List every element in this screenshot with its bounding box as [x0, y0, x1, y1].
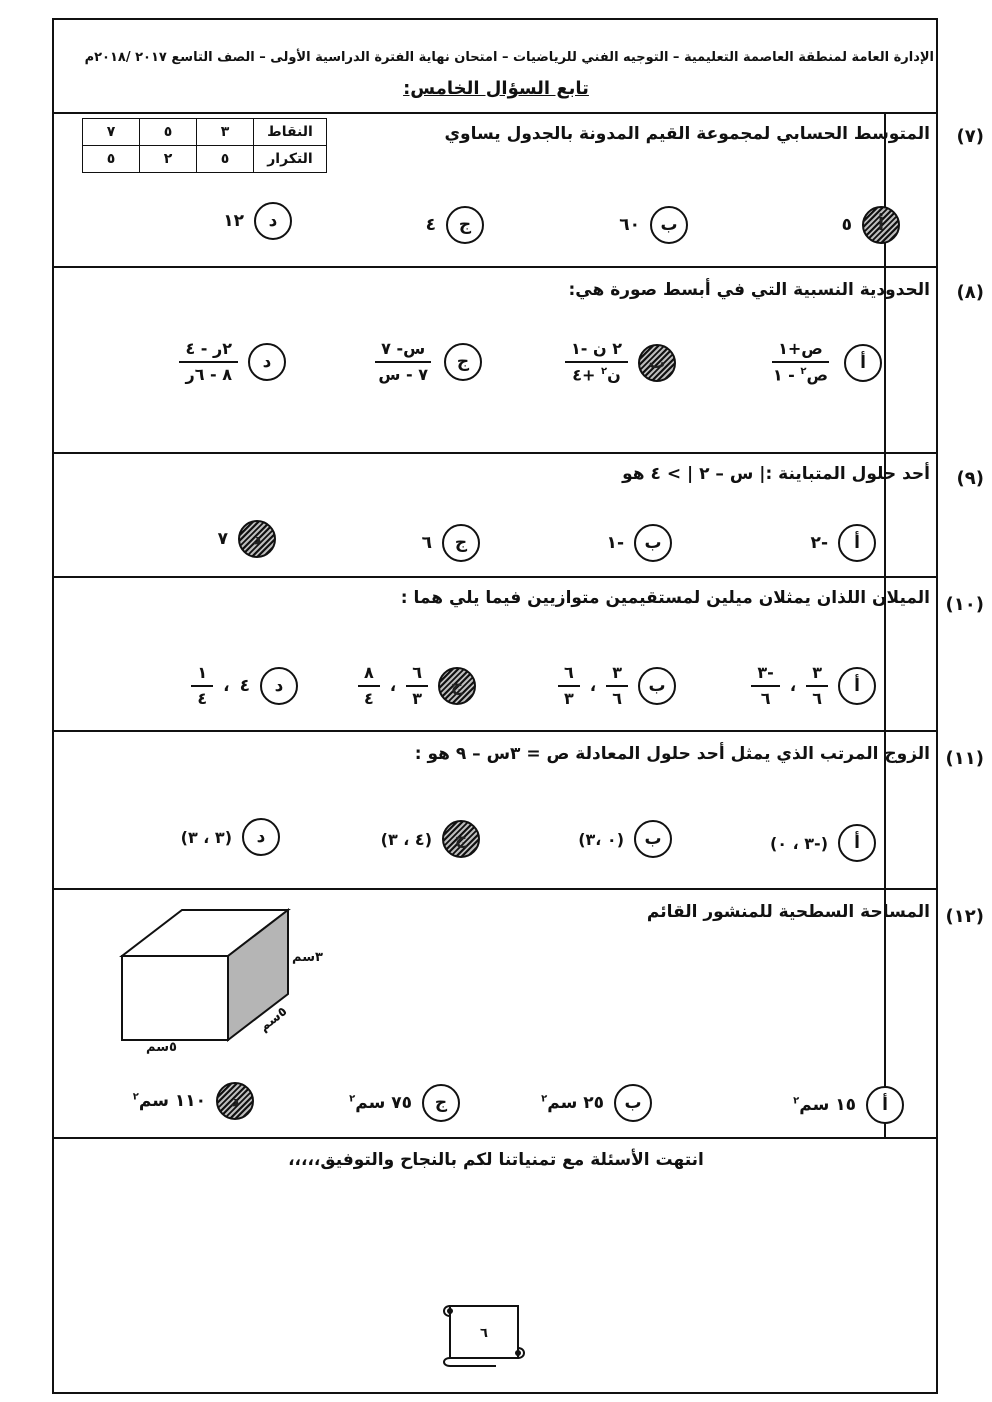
- option-bubble[interactable]: ب: [650, 206, 688, 244]
- option-d[interactable]: [223, 202, 292, 240]
- question-text: المتوسط الحسابي لمجموعة القيم المدونة بالجدول يساوي: [444, 124, 930, 144]
- exponent: ٢: [349, 1093, 356, 1105]
- option-c[interactable]: [426, 206, 484, 244]
- exponent: ٢: [601, 366, 608, 378]
- fraction: [406, 664, 428, 709]
- option-b[interactable]: [607, 524, 672, 562]
- option-bubble[interactable]: ب: [638, 344, 676, 382]
- denominator: ٦: [612, 689, 622, 709]
- denominator: ٣: [564, 689, 574, 709]
- option-value: ٧: [217, 529, 228, 549]
- option-value: [349, 1093, 412, 1113]
- width-label: ٥سم: [146, 1040, 177, 1055]
- denominator: [566, 363, 627, 385]
- table-cell: ٣: [197, 119, 254, 146]
- question-text: المساحة السطحية للمنشور القائم: [646, 902, 930, 922]
- table-label: النقاط: [254, 119, 327, 146]
- option-b[interactable]: [558, 664, 676, 709]
- denominator: ٧ - س: [378, 365, 428, 385]
- option-value: -١: [606, 533, 624, 553]
- question-text: الميلان اللذان يمثلان ميلين لمستقيمين متوازيين فيما يلي هما :: [400, 588, 930, 608]
- denominator-base: ص: [806, 365, 828, 385]
- option-bubble[interactable]: د: [248, 343, 286, 381]
- option-d[interactable]: [181, 818, 280, 856]
- numerator: ١: [191, 664, 213, 687]
- denominator: [767, 363, 834, 385]
- ordered-pair: (-٣ ، ٠): [769, 833, 828, 853]
- exponent: ٢: [800, 366, 807, 378]
- option-a[interactable]: [770, 824, 876, 862]
- option-c[interactable]: [372, 340, 482, 385]
- option-b[interactable]: [578, 820, 672, 858]
- table-label: التكرار: [254, 146, 327, 173]
- fraction: [558, 664, 580, 709]
- numerator: ٣: [806, 664, 828, 687]
- option-a[interactable]: [767, 340, 882, 385]
- option-b[interactable]: [541, 1084, 652, 1122]
- option-d[interactable]: [191, 664, 298, 709]
- ordered-pair: (٠ ،٣): [578, 829, 624, 849]
- page-number: ٦: [480, 1326, 488, 1341]
- denominator: ٨ - ٦ر: [185, 365, 232, 385]
- question-number: (٨): [956, 282, 984, 303]
- ordered-pair: (٣ ، ٣): [180, 827, 232, 847]
- question-number: (١١): [945, 748, 984, 769]
- option-a[interactable]: [793, 1086, 904, 1124]
- option-value: ٥: [841, 215, 852, 235]
- prism-front-face: [122, 956, 228, 1040]
- fraction: [372, 340, 434, 385]
- option-d[interactable]: [133, 1082, 254, 1120]
- exponent: ٢: [132, 1091, 139, 1103]
- option-value: -٢: [810, 533, 828, 553]
- option-bubble[interactable]: أ: [838, 824, 876, 862]
- option-bubble[interactable]: د: [238, 520, 276, 558]
- option-bubble[interactable]: ج: [446, 206, 484, 244]
- exponent: ٢: [541, 1093, 548, 1105]
- option-value: ٦: [421, 533, 432, 553]
- option-d[interactable]: [218, 520, 276, 558]
- exponent: ٢: [793, 1095, 800, 1107]
- option-bubble[interactable]: ج: [422, 1084, 460, 1122]
- option-value: [793, 1095, 856, 1115]
- fraction: [358, 664, 380, 709]
- option-bubble[interactable]: د: [242, 818, 280, 856]
- closing-message: انتهت الأسئلة مع تمنياتنا لكم بالنجاح والتوفيق،،،،،: [288, 1150, 704, 1170]
- numerator: ٢ر - ٤: [179, 340, 238, 363]
- option-c[interactable]: [349, 1084, 460, 1122]
- option-a[interactable]: [751, 664, 876, 709]
- area-value: ١٥ سم: [799, 1095, 856, 1115]
- separator: ،: [789, 676, 797, 697]
- fraction: [606, 664, 628, 709]
- table-cell: ٧: [83, 119, 140, 146]
- height-label: ٣سم: [292, 950, 323, 965]
- denominator: ٤: [364, 689, 374, 709]
- option-bubble[interactable]: أ: [838, 524, 876, 562]
- option-b[interactable]: [565, 340, 676, 385]
- numerator: س- ٧: [375, 340, 431, 363]
- question-text: الحدودية النسبية التي في أبسط صورة هي:: [568, 280, 930, 300]
- table-cell: ٢: [140, 146, 197, 173]
- denominator-base: ن: [607, 365, 621, 385]
- prism-diagram: [118, 906, 302, 1050]
- fraction: [191, 664, 213, 709]
- question-number: (١٠): [945, 594, 984, 615]
- fraction: [767, 340, 834, 385]
- denominator: ٦: [760, 689, 771, 709]
- option-value: [541, 1093, 604, 1113]
- question-number: (٩): [956, 468, 984, 489]
- option-bubble[interactable]: ب: [638, 667, 676, 705]
- option-bubble[interactable]: ج: [442, 524, 480, 562]
- option-bubble[interactable]: أ: [844, 344, 882, 382]
- fraction: [565, 340, 628, 385]
- table-bottom-border: [52, 1137, 938, 1139]
- option-bubble[interactable]: أ: [838, 667, 876, 705]
- area-value: ١١٠ سم: [138, 1091, 206, 1111]
- option-bubble[interactable]: أ: [862, 206, 900, 244]
- option-d[interactable]: [179, 340, 286, 385]
- frequency-table: [82, 118, 327, 173]
- separator: ،: [223, 676, 230, 697]
- option-value: [133, 1091, 206, 1111]
- option-bubble[interactable]: د: [260, 667, 298, 705]
- option-bubble[interactable]: ب: [614, 1084, 652, 1122]
- option-bubble[interactable]: ج: [438, 667, 476, 705]
- question-text: أحد حلول المتباينة :| س – ٢ | > ٤ هو: [622, 464, 930, 484]
- separator: ،: [389, 676, 397, 697]
- depth-label: ٥سم: [256, 1004, 291, 1035]
- option-c[interactable]: [358, 664, 476, 709]
- area-value: ٢٥ سم: [547, 1093, 604, 1113]
- numerator: ٦: [406, 664, 428, 687]
- option-bubble[interactable]: ب: [634, 524, 672, 562]
- numerator: -٣: [751, 664, 779, 687]
- numerator: ٨: [358, 664, 380, 687]
- numerator: ٦: [558, 664, 580, 687]
- denominator: ٤: [197, 689, 208, 709]
- table-cell: ٥: [197, 146, 254, 173]
- fraction: [751, 664, 779, 709]
- option-c[interactable]: [422, 524, 480, 562]
- option-bubble[interactable]: د: [216, 1082, 254, 1120]
- fraction: [179, 340, 238, 385]
- numerator: ٣: [606, 664, 628, 687]
- question-number: (١٢): [945, 906, 984, 927]
- option-b[interactable]: [619, 206, 688, 244]
- denominator: ٦: [812, 689, 822, 709]
- denominator-rest: +٤: [572, 365, 602, 385]
- table-cell: ٥: [140, 119, 197, 146]
- table-cell: ٥: [83, 146, 140, 173]
- option-bubble[interactable]: د: [254, 202, 292, 240]
- option-value: ٤: [425, 215, 436, 235]
- numerator: ٢ ن -١: [565, 340, 628, 363]
- whole-value: ٤: [239, 676, 250, 697]
- denominator-rest: - ١: [772, 365, 801, 385]
- option-a[interactable]: [811, 524, 876, 562]
- option-bubble[interactable]: أ: [866, 1086, 904, 1124]
- section-title: تابع السؤال الخامس:: [403, 78, 589, 99]
- denominator: ٣: [412, 689, 422, 709]
- numerator: ص+١: [772, 340, 829, 363]
- exam-header: الإدارة العامة لمنطقة العاصمة التعليمية – التوجيه الفني للرياضيات – امتحان نهاية الفترة الدراسية الأولى – الصف التاسع ٢٠١٧ /٢٠١٨م: [84, 50, 934, 65]
- option-bubble[interactable]: ج: [444, 343, 482, 381]
- option-bubble[interactable]: ج: [442, 820, 480, 858]
- option-value: ٦٠: [619, 215, 640, 235]
- separator: ،: [589, 676, 597, 697]
- fraction: [806, 664, 828, 709]
- option-a[interactable]: [842, 206, 900, 244]
- area-value: ٧٥ سم: [355, 1093, 412, 1113]
- option-bubble[interactable]: ب: [634, 820, 672, 858]
- ordered-pair: (٤ ، ٣): [380, 829, 432, 849]
- question-number: (٧): [956, 126, 984, 147]
- option-value: ١٢: [223, 211, 244, 231]
- option-c[interactable]: [381, 820, 480, 858]
- question-text: الزوج المرتب الذي يمثل أحد حلول المعادلة ص = ٣س – ٩ هو :: [414, 744, 930, 764]
